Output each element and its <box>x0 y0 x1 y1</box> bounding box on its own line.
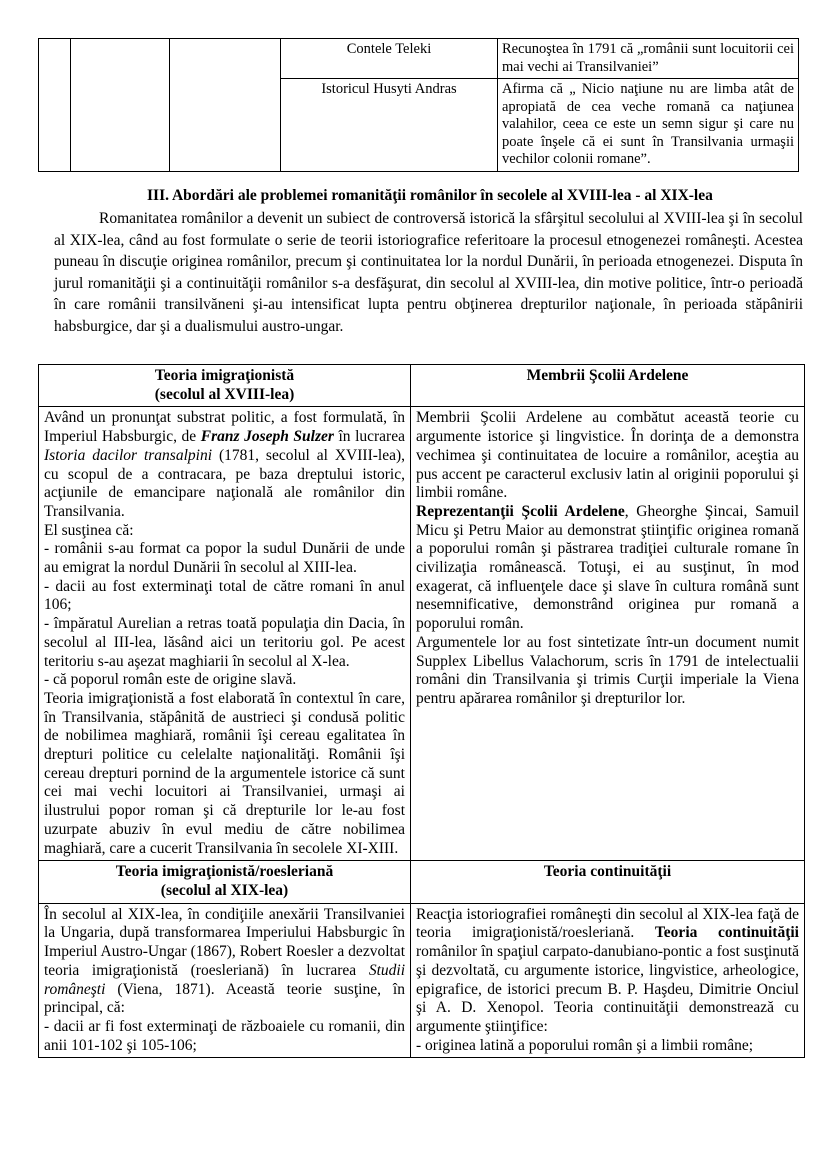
intro-paragraph <box>54 208 803 337</box>
header-title: Teoria imigraţionistă <box>154 367 295 384</box>
header-continuitate: Teoria continuităţii <box>411 861 805 903</box>
claim-item: - dacii ar fi fost exterminaţi de războaiele cu romanii, din anii 101-102 şi 105-106; <box>44 1017 405 1054</box>
intro-text: Romanitatea românilor a devenit un subiect de controversă istorică la sfârşitul secolului al XVIII-lea şi în secolul al XIX-lea, când au fost formulate o serie de teorii istoriografice referitoare la procesul etnogenezei româneşti. Acestea puneau în discuţie originea românilor, precum şi continuitatea lor la nordul Dunării, în perioada etnogenezei. Disputa în jurul romanităţii şi a continuităţii românilor s-a desfăşurat, din secolul al XVIII-lea, din motive politice, într-o perioadă în care românii transilvăneni şi-au intensificat lupta pentru obţinerea drepturilor naţionale, în perioada stăpânirii habsburgice, dar şi a dualismului austro-ungar. <box>54 210 803 335</box>
text-run: (1781, secolul al XVIII-lea), cu scopul de a contracara, pe baza dreptului istoric, acţiunile de emancipare naţională ale românilor din Transilvania. <box>44 446 405 520</box>
empty-cell <box>39 39 71 172</box>
scoala-ardeleana-cell <box>411 407 805 861</box>
theories-table <box>38 364 805 1058</box>
imigrationist-cell <box>39 407 411 861</box>
table-header-row <box>39 861 805 903</box>
text-run: Reacţia istoriografiei româneşti din secolul al XIX-lea faţă de teoria imigraţionistă/roesleriană. <box>416 905 799 942</box>
table-row <box>39 903 805 1058</box>
header-period: (secolul al XIX-lea) <box>160 881 289 899</box>
claim-item: - împăratul Aurelian a retras toată populaţia din Dacia, în secolul al III-lea, lăsând aici un teritoriu gol. Pe acest teritoriu s-au aşezat maghiarii în secolul al X-lea. <box>44 615 405 670</box>
work-title: Istoria dacilor transalpini <box>44 446 213 464</box>
theory-name: Teoria continuităţii <box>654 924 799 942</box>
text-run: românilor în spaţiul carpato-danubiano-pontic a fost susţinută şi dezvoltată, cu argumente istorice, lingvistice, arheologice, epigrafice, de istorici precum B. P. Haşdeu, Dimitrie Onciul şi A. D. Xenopol. Teoria continuităţii demonstrează cu argumente ştiinţifice: <box>416 943 799 1035</box>
representatives-label: Reprezentanţii Şcolii Ardelene <box>416 502 625 520</box>
empty-cell <box>71 39 170 172</box>
roesleriana-cell <box>39 903 411 1058</box>
text-run: În secolul al XIX-lea, în condiţiile anexării Transilvaniei la Ungaria, după transformarea Imperiului Habsburgic în Imperiul Austro-Ungar (1867), Robert Roesler a dezvoltat teoria imigraţionistă (roesleriană) în lucrarea <box>44 905 405 979</box>
continuitate-cell <box>411 903 805 1058</box>
statement-cell: Afirma că „ Nicio naţiune nu are limba atât de apropiată de cea veche romană ca naţiunea valahilor, ceea ce este un semn sigur şi care nu poate înşele că ei sunt în Transilvania urmaşii vechilor colonii romane”. <box>498 79 799 172</box>
section-heading: III. Abordări ale problemei romanităţii românilor în secolele al XVIII-lea - al XIX-lea <box>147 187 713 204</box>
table-header-row <box>39 365 805 407</box>
text-run: în lucrarea <box>333 428 405 446</box>
paragraph: , Gheorghe Şincai, Samuil Micu şi Petru Maior au demonstrat ştiinţific originea romană a poporului român şi păstrarea tradiţiei culturale romane în civilizaţia românească. Totuşi, ei au susţinut, în mod exagerat, că influenţele dace şi slave în cultura română sunt nesemnificative, demonstrând originea pur romană a poporului român. <box>416 502 799 633</box>
claim-item: - originea latină a poporului român şi a limbii române; <box>416 1036 754 1054</box>
header-scoala-ardeleana: Membrii Şcolii Ardelene <box>411 365 805 407</box>
work-title: Studii româneşti <box>44 961 405 998</box>
header-imigrationist <box>39 365 411 407</box>
context-paragraph: Teoria imigraţionistă a fost elaborată în contextul în care, în Transilvania, stăpânită de austrieci şi condusă politic de nobilimea maghiară, românii îşi cereau egalitatea în drepturi politice cu celelalte naţionalităţi. Românii îşi cereau drepturi pornind de la argumentele istorice că sunt cei mai vechi locuitori ai Transilvaniei, urmaşi ai ilustrului popor roman şi că drepturile lor le-au fost uzurpate abuziv în evul mediu de către nobilimea maghiară, care a cucerit Transilvania în secolele XI-XIII. <box>44 689 405 857</box>
text-run: Având un pronunţat substrat politic, a fost formulată, în Imperiul Habsburgic, de <box>44 409 405 446</box>
header-roesleriana <box>39 861 411 903</box>
claim-item: - că poporul român este de origine slavă. <box>44 671 297 689</box>
header-period: (secolul al XVIII-lea) <box>154 385 295 403</box>
empty-cell <box>170 39 281 172</box>
table-row <box>39 407 805 861</box>
claim-item: - dacii au fost exterminaţi total de către romani în anul 106; <box>44 577 405 614</box>
claim-item: - românii s-au format ca popor la sudul Dunării de unde au emigrat la nordul Dunării în secolul al XIII-lea. <box>44 540 405 577</box>
author-name: Franz Joseph Sulzer <box>200 428 334 446</box>
top-table <box>38 38 799 172</box>
header-title: Teoria imigraţionistă/roesleriană <box>115 863 334 881</box>
statement-cell: Recunoştea în 1791 că „românii sunt locuitorii cei mai vechi ai Transilvaniei” <box>498 39 799 79</box>
paragraph: Membrii Şcolii Ardelene au combătut această teorie cu argumente istorice şi lingvistice. În dorinţa de a demonstra vechimea şi continuitatea de locuire a românilor, aceştia au pus accent pe caracterul exclusiv latin al originii poporului şi limbii române. <box>416 409 799 502</box>
claims-intro: El susţinea că: <box>44 521 134 539</box>
table-row <box>39 39 799 79</box>
text-run: (Viena, 1871). Această teorie susţine, în principal, că: <box>44 980 405 1017</box>
person-cell: Contele Teleki <box>281 39 498 79</box>
person-cell: Istoricul Husyti Andras <box>281 79 498 172</box>
paragraph: Argumentele lor au fost sintetizate într-un document numit Supplex Libellus Valachorum, scris în 1791 de intelectualii români din Transilvania şi trimis Curţii imperiale la Viena pentru apărarea românilor şi drepturilor lor. <box>416 633 799 707</box>
